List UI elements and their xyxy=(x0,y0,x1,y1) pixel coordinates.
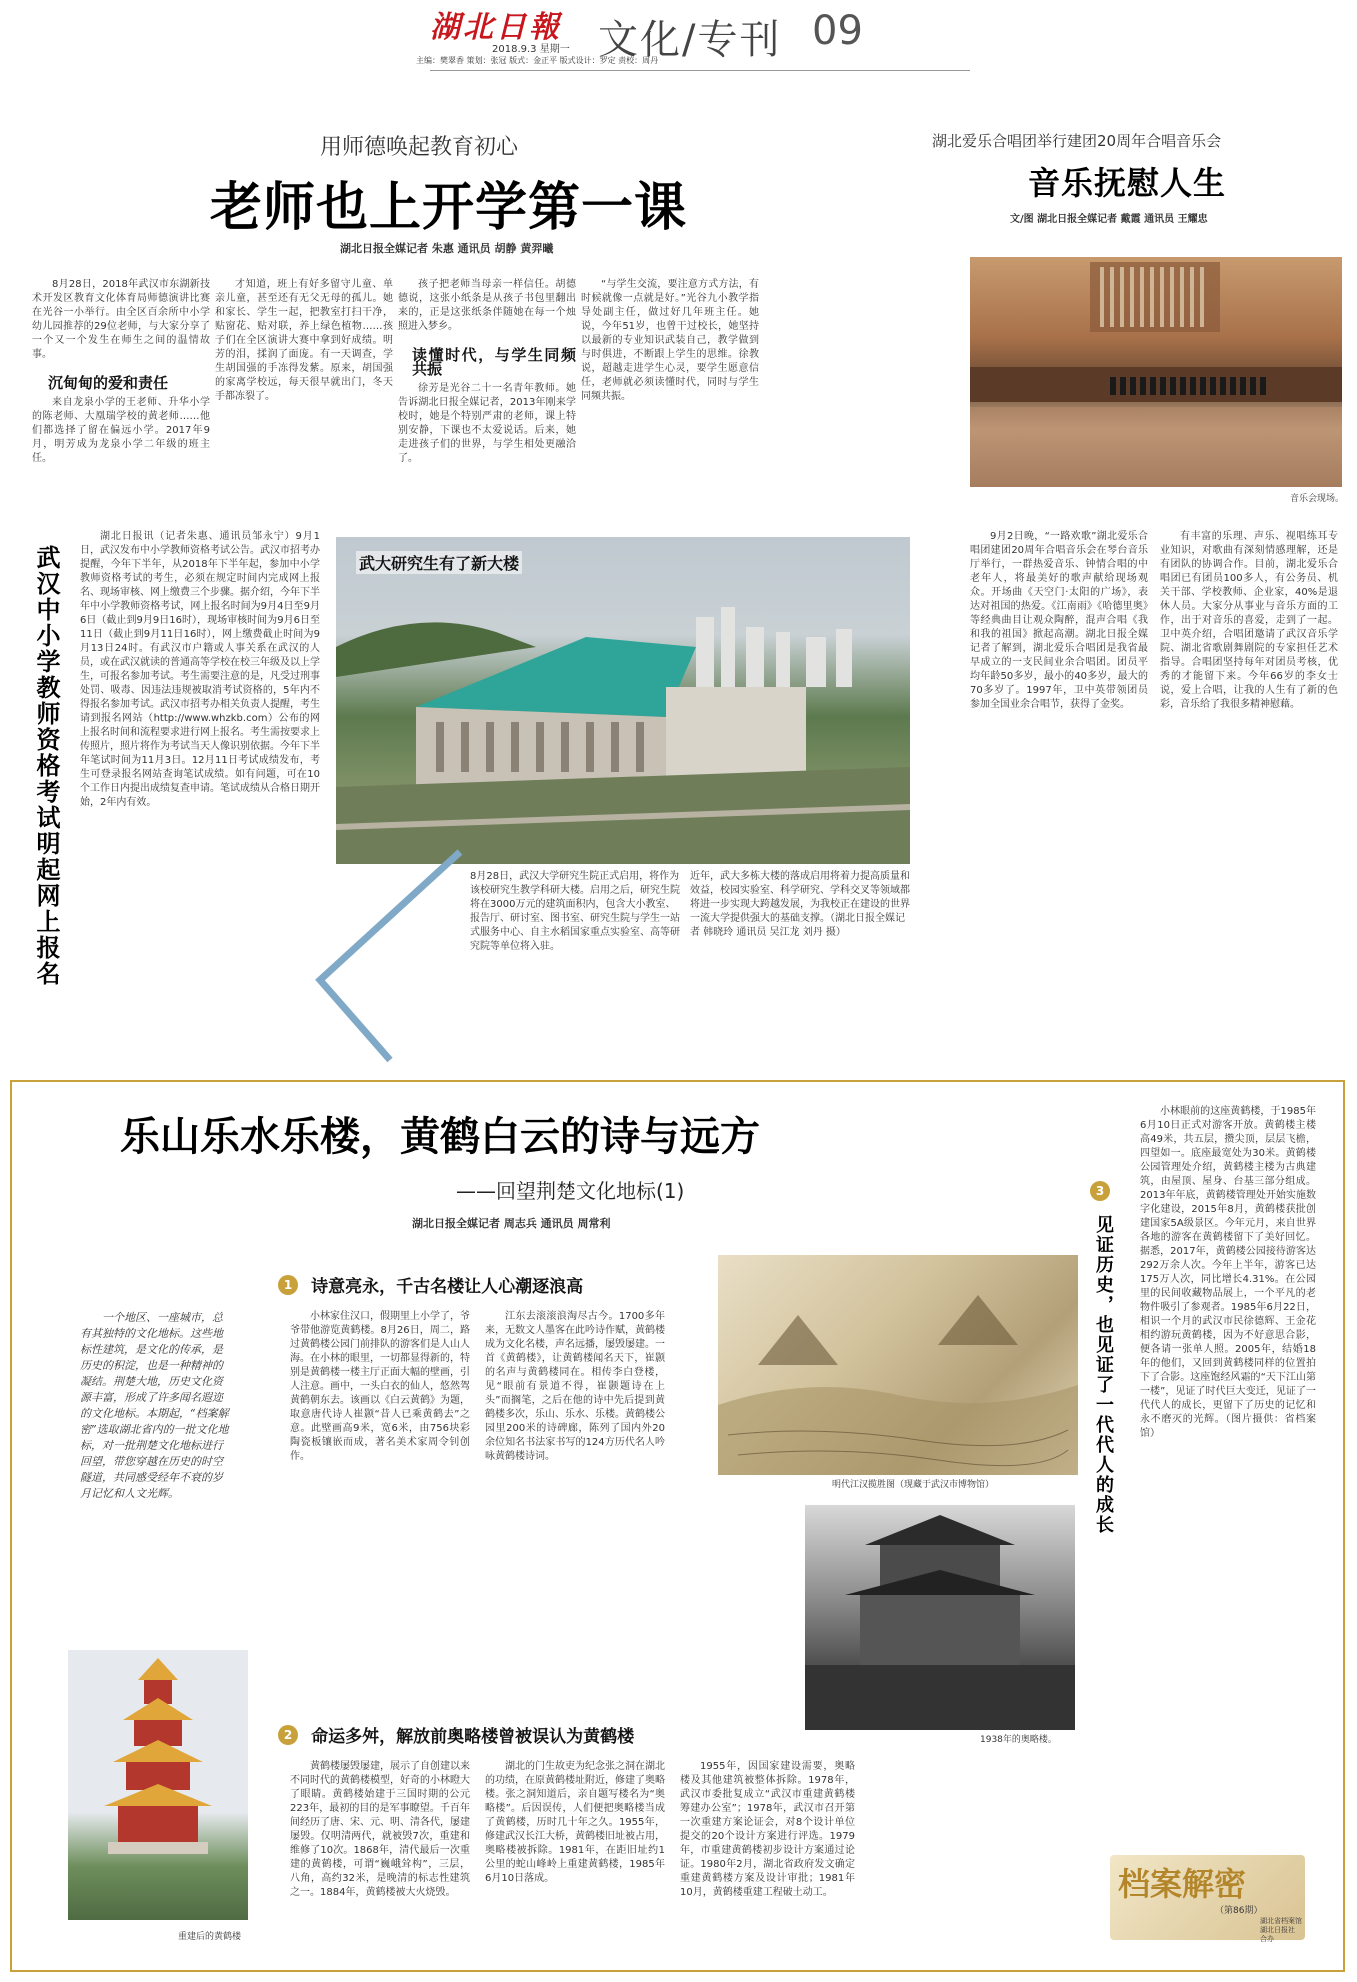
article1-col4 xyxy=(581,278,759,518)
feature-subtitle: ——回望荆楚文化地标(1) xyxy=(456,1179,685,1203)
concert-col1 xyxy=(970,530,1148,1068)
sec1-number: 1 xyxy=(278,1275,298,1295)
sec2-col1 xyxy=(290,1760,470,1970)
exam-body-para: 湖北日报讯（记者朱惠、通讯员邹永宁）9月1日，武汉发布中小学教师资格考试公告。武汉市招考办提醒，今年下半年，从2018年下半年起，参加中小学教师资格考试的考生，必须在规定时间内完成网上报名、现场审核、网上缴费三个步骤。据介绍，今年下半年中小学教师资格考试，网上报名时间为9月4日至9月6日（截止到9月9日16时），现场审核时间为9月6日至11日（截止到9月11日16时），网上缴费截止时间为9月13日24时。有武汉市户籍或人事关系在武汉的人员，或在武汉就读的普通高等学校在校三年级及以上学生，可报名参加考试。考生需要注意的是，凡受过刑事处罚、吸毒、因违法违规被取消考试资格的，5年内不得报名参加考试。武汉市招考办相关负责人提醒，考生请到报名网站（http://www.whzkb.com）公布的网上报名时间和流程要求进行网上报名。考生需按要求上传照片，照片将作为考试当天人像识别依据。今年下半年笔试时间为11月3日。12月11日考试成绩发布，考生可登录报名网站查询笔试成绩。如有问题，可在10个工作日内提出成绩复查申请。笔试成绩从合格日期开始，2年内有效。 xyxy=(80,531,320,808)
feature-byline: 湖北日报全媒记者 周志兵 通讯员 周常利 xyxy=(412,1217,611,1230)
wuhan-caption-2: 近年，武大多栋大楼的落成启用将着力提高质量和效益，校园实验室、科学研究、学科交叉等领域都将进一步实现大跨越发展，为我校正在建设的世界一流大学提供强大的基础支撑。（湖北日报全媒记者 韩晓玲 通讯员 吴江龙 刘丹 摄） xyxy=(690,871,910,938)
masthead-rule xyxy=(430,70,970,71)
article1-col3 xyxy=(398,278,576,518)
wuhan-photo-label: 武大研究生有了新大楼 xyxy=(356,551,522,574)
sec2-header xyxy=(278,1722,634,1747)
feature-intro: 一个地区、一座城市，总有其独特的文化地标。这些地标性建筑，是文化的传承，是历史的积淀，也是一种精神的凝结。荆楚大地，历史文化资源丰富，形成了许多闻名遐迩的文化地标。本期起，“档案解密”选取湖北省内的一批文化地标，对一批荆楚文化地标进行回望，带您穿越在历史的时空隧道，共同感受经年不衰的岁月记忆和人文光辉。 xyxy=(80,1311,229,1500)
archive-tag-title: 档案解密 xyxy=(1118,1865,1247,1903)
concert-col2-para: 有丰富的乐理、声乐、视唱练耳专业知识，对歌曲有深刻情感理解，还是有团队的协调合作。目前，湖北爱乐合唱团已有团员100多人，有公务员、机关干部、学校教师、企业家，40%是退休人员。大家分从事业与音乐方面的工作，出于对音乐的喜爱，走到了一起。卫中英介绍，合唱团邀请了武汉音乐学院、湖北省歌剧舞剧院的专家担任艺术指导。合唱团坚持每年对团员考核，优秀的才能留下来。今年66岁的李女士说，爱上合唱，让我的人生有了新的色彩，音乐给了我很多精神慰藉。 xyxy=(1160,531,1338,710)
sec1-title: 诗意亮永，千古名楼让人心潮逐浪高 xyxy=(311,1277,584,1297)
issue-date: 2018.9.3 星期一 xyxy=(492,44,570,55)
concert-byline: 文/图 湖北日报全媒记者 戴霞 通讯员 王耀忠 xyxy=(1010,214,1208,225)
ming-dynasty-painting xyxy=(718,1255,1078,1475)
sec1-col2 xyxy=(485,1310,665,1710)
sec2-col1-para: 黄鹤楼屡毁屡建，展示了自创建以来不同时代的黄鹤楼模型，好奇的小林瞪大了眼睛。黄鹤楼始建于三国时期的公元223年，最初的目的是军事瞭望。千百年间经历了唐、宋、元、明、清各代，屡建屡毁。仅明清两代，就被毁7次，重建和维修了10次。1868年，清代最后一次重建的黄鹤楼，可谓“巍峨耸构”，三层，八角，高约32米，是晚清的标志性建筑之一。1884年，黄鹤楼被大火烧毁。 xyxy=(290,1761,470,1898)
huanghe-tower-photo xyxy=(68,1650,248,1920)
wuhan-university-photo xyxy=(336,537,910,864)
article1-col3-para: 孩子把老师当母亲一样信任。胡德德说，这张小纸条是从孩子书包里翻出来的，正是这张纸条伴随她在每一个烛照进入梦乡。 xyxy=(398,279,576,332)
sec3-vertical-title: 见证历史，也见证了一代代人的成长 xyxy=(1093,1215,1114,1535)
tower-illustration xyxy=(68,1650,248,1920)
page-number: 09 xyxy=(812,8,863,54)
article1-title: 老师也上开学第一课 xyxy=(210,178,688,238)
campus-building-illustration xyxy=(336,537,910,864)
tower-photo-caption: 重建后的黄鹤楼 xyxy=(178,1932,242,1942)
sec1-col1-para: 小林家住汉口，假期里上小学了，爷爷带他游览黄鹤楼。8月26日，周二，路过黄鹤楼公园门前排队的游客们是人山人海。在小林的眼里，一切都显得新的，特别是黄鹤楼一楼主厅正面大幅的壁画，引人注意。画中，一头白衣的仙人，悠然驾黄鹤朝东去。该画以《白云黄鹤》为题，取意唐代诗人崔颢“昔人已乘黄鹤去”之意。此壁画高9米，宽6米，由756块彩陶瓷板镶嵌而成，著名美术家周令钊创作。 xyxy=(290,1311,470,1462)
concert-col2 xyxy=(1160,530,1338,1068)
article1-col1 xyxy=(32,278,210,518)
ming-painting-caption: 明代江汉揽胜图（现藏于武汉市博物馆） xyxy=(832,1480,995,1490)
sec1-col1 xyxy=(290,1310,470,1710)
masthead xyxy=(416,0,970,70)
archive-sponsor: 湖北省档案馆 湖北日报社 合办 xyxy=(1260,1917,1302,1943)
archive-issue-number: （第86期） xyxy=(1215,1906,1263,1916)
concert-title: 音乐抚慰人生 xyxy=(1028,164,1227,202)
feature-title: 乐山乐水乐楼，黄鹤白云的诗与远方 xyxy=(120,1114,760,1160)
article1-col1-para: 8月28日，2018年武汉市东湖新技术开发区教育文化体育局师德演讲比赛在光谷一小举行。由全区百余所中小学幼儿园推荐的29位老师，与大家分享了一个又一个发生在师生之间的温情故事。 xyxy=(32,279,210,360)
exam-vertical-title: 武汉中小学教师资格考试明起网上报名 xyxy=(32,545,61,987)
sec2-number: 2 xyxy=(278,1725,298,1745)
concert-hall-illustration xyxy=(970,257,1342,487)
old-tower-illustration xyxy=(805,1505,1075,1730)
exam-body xyxy=(80,530,320,1070)
editor-credits: 主编：樊翠香 策划：张冠 版式：金正平 版式设计：罗定 责校：周丹 xyxy=(416,56,659,65)
sec2-col3-para: 1955年，因国家建设需要，奥略楼及其他建筑被整体拆除。1978年，武汉市委批复成立“武汉市重建黄鹤楼筹建办公室”；1978年，武汉市召开第一次重建方案论证会，对8个设计单位提交的20个设计方案进行评选。1979年，市重建黄鹤楼初步设计方案通过论证。1980年2月，湖北省政府发文确定重建黄鹤楼方案及设计审批；1981年10月，黄鹤楼重建工程破土动工。 xyxy=(680,1761,855,1898)
article1-byline: 湖北日报全媒记者 朱惠 通讯员 胡静 黄羿曦 xyxy=(340,242,554,255)
article1-col4-para: “与学生交流，要注意方式方法，有时候就像一点就是好。”光谷九小教学指导处副主任，做过好几年班主任。她说，今年51岁，也曾干过校长，她坚持以最新的专业知识武装自己，教学做到与时俱进，不断跟上学生的思维。徐教说，超越走进学生心灵，要学生愿意信任，老师就必须读懂时代，同时与学生同频共振。 xyxy=(581,279,759,402)
newspaper-logo: 湖北日報 xyxy=(430,10,562,45)
section-name: 文化/专刊 xyxy=(598,17,782,63)
article1-col2 xyxy=(215,278,393,518)
sec2-col2 xyxy=(485,1760,665,1970)
aolue-tower-1938-photo xyxy=(805,1505,1075,1730)
article1-col1b-para: 来自龙泉小学的王老师、升华小学的陈老师、大凰瑞学校的黄老师……他们都选择了留在偏远小学。2017年9月，明芳成为龙泉小学二年级的班主任。 xyxy=(32,397,210,464)
archive-tag-box xyxy=(1110,1845,1305,1945)
concert-kicker: 湖北爱乐合唱团举行建团20周年合唱音乐会 xyxy=(932,132,1222,150)
concert-photo xyxy=(970,257,1342,487)
aolue-photo-caption: 1938年的奥略楼。 xyxy=(980,1735,1057,1745)
concert-photo-caption: 音乐会现场。 xyxy=(1290,494,1345,504)
article1-col2-para: 才知道，班上有好多留守儿童、单亲儿童，甚至还有无父无母的孤儿。她和家长、学生一起，把教室打扫干净，贴窗花、贴对联，养上绿色植物……孩子们在全区演讲大赛中拿到好成绩。明芳的泪，揉润了面庞。有一天调查，学生胡国强的手冻得发紫。原来，胡国强的家离学校远，每天很早就出门，冬天手都冻裂了。 xyxy=(215,279,393,402)
sec3-number-wrap xyxy=(1090,1180,1110,1201)
article1-subhead1: 沉甸甸的爱和责任 xyxy=(48,374,169,392)
sec3-number: 3 xyxy=(1090,1181,1110,1201)
sec1-header xyxy=(278,1272,583,1297)
ancient-landscape-illustration xyxy=(718,1255,1078,1475)
article1-kicker: 用师德唤起教育初心 xyxy=(320,135,519,160)
article1-subhead2: 读懂时代，与学生同频共振 xyxy=(412,346,576,378)
article1-col3b-para: 徐芳是光谷二十一名青年教师。她告诉湖北日报全媒记者，2013年刚来学校时，她是个特别严肃的老师，课上特别安静，下课也不太爱说话。后来，她走进孩子们的世界，与学生相处更融洽了。 xyxy=(398,383,576,464)
sec3-col xyxy=(1140,1105,1316,1845)
sec2-title: 命运多舛，解放前奥略楼曾被误认为黄鹤楼 xyxy=(311,1727,635,1747)
concert-col1-para: 9月2日晚，“一路欢歌”湖北爱乐合唱团建团20周年合唱音乐会在琴台音乐厅举行，一群热爱音乐、钟情合唱的中老年人，将最美好的歌声献给现场观众。开场曲《天空门·太阳的广场》，表达对祖国的热爱。《江南雨》《哈德里奥》等经典曲目让观众陶醉，混声合唱《我和我的祖国》掀起高潮。湖北日报全媒记者了解到，湖北爱乐合唱团是我省最早成立的一支民间业余合唱团。团员平均年龄50多岁，最小的40多岁，最大的70多岁了。1997年，卫中英带领团员参加全国业余合唱节，获得了金奖。 xyxy=(970,531,1148,710)
sec1-col2-para: 江东去滚滚浪淘尽古今。1700多年来，无数文人墨客在此吟诗作赋，黄鹤楼成为文化名楼，声名远播，屡毁屡建。一首《黄鹤楼》，让黄鹤楼闻名天下，崔颢的名声与黄鹤楼同在。相传李白登楼，见“眼前有景道不得，崔颢题诗在上头”而搁笔，之后在他的诗中先后提到黄鹤楼多次，乐山、乐水、乐楼。黄鹤楼公园里200米的诗碑廊，陈列了国内外20余位知名书法家书写的124方历代名人吟咏黄鹤楼诗词。 xyxy=(485,1311,665,1462)
wuhan-caption-1: 8月28日，武汉大学研究生院正式启用，将作为该校研究生教学科研大楼。启用之后，研究生院将在3000万元的建筑面积内，包含大小教室、报告厅、研讨室、图书室、研究生院与学生一站式服务中心、自主水稻国家重点实验室、高等研究院等单位将入驻。 xyxy=(470,871,680,952)
sec3-col-para: 小林眼前的这座黄鹤楼，于1985年6月10日正式对游客开放。黄鹤楼主楼高49米，共五层，攒尖顶，层层飞檐，四望如一。底座最宽处为30米。黄鹤楼公园管理处介绍，黄鹤楼主楼为古典建筑，由屋顶、屋身、台基三部分组成。2013年年底，黄鹤楼管理处开始实施数字化建设，2015年8月，黄鹤楼获批创建国家5A级景区。今年元月，来自世界各地的游客在黄鹤楼留下了美好回忆。据悉，2017年，黄鹤楼公园接待游客达292万余人次。今年上半年，游客已达175万人次，同比增长4.31%。在公园里的民间收藏物品展上，一个平凡的老物件吸引了参观者。1985年6月22日，相识一个月的武汉市民徐德辉、王金花相约游玩黄鹤楼，因为不好意思合影，便各请一张单人照。2005年，结婚18年的他们，又回到黄鹤楼同样的位置拍下了合影。这座饱经风霜的“天下江山第一楼”，见证了时代巨大变迁，见证了一代代人的成长，更留下了历史的记忆和永不磨灭的光辉。（图片摄供：省档案馆） xyxy=(1140,1106,1316,1439)
sec2-col2-para: 湖北的门生故吏为纪念张之洞在湖北的功绩，在原黄鹤楼址附近，修建了奥略楼。张之洞知道后，亲自题写楼名为“奥略楼”。后因误传，人们便把奥略楼当成了黄鹤楼，历时几十年之久。1955年，修建武汉长江大桥，黄鹤楼旧址被占用，奥略楼被拆除。1981年，在距旧址约1公里的蛇山峰岭上重建黄鹤楼，1985年6月10日落成。 xyxy=(485,1761,665,1884)
sec2-col3 xyxy=(680,1760,855,1970)
